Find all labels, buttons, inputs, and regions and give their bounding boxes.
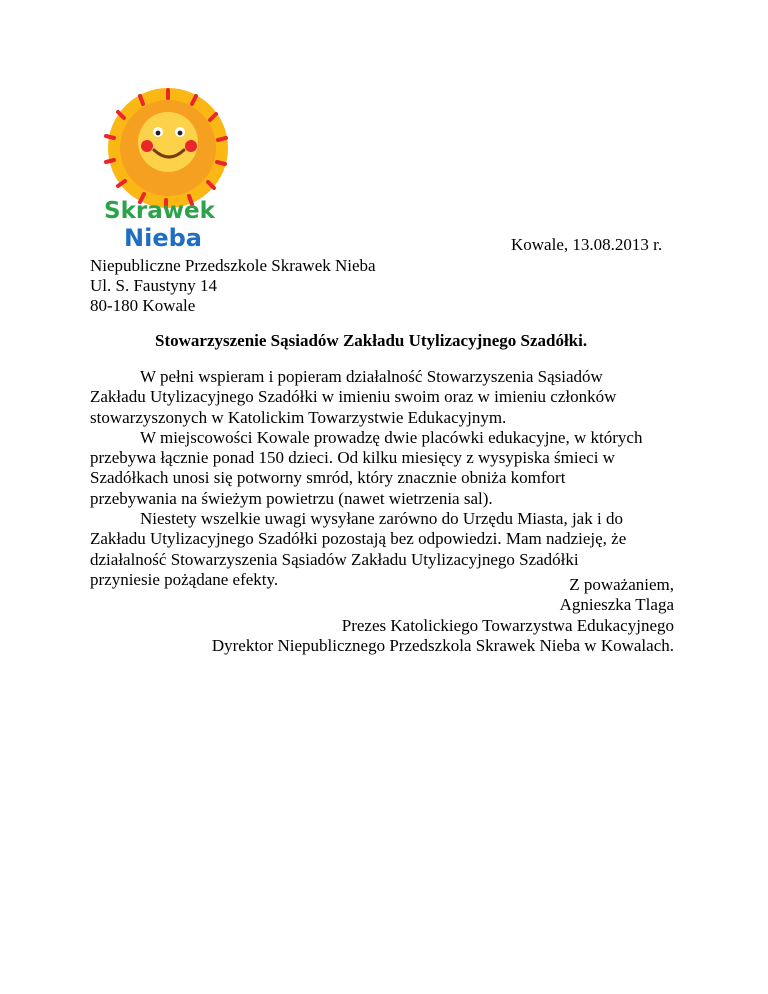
body-line: Zakładu Utylizacyjnego Szadółki pozostają bez odpowiedzi. Mam nadzieję, że [90, 529, 627, 549]
body-line: przyniesie pożądane efekty. [90, 569, 279, 589]
sun-logo-icon [92, 86, 242, 250]
letter-body [90, 367, 642, 590]
sender-city: 80-180 Kowale [90, 296, 196, 315]
body-line: przebywa łącznie ponad 150 dzieci. Od kilku miesięcy z wysypiska śmieci w [90, 448, 615, 468]
signature-closing: Z poważaniem, [569, 575, 674, 594]
svg-text:Skrawek: Skrawek [104, 198, 215, 224]
signature-title-2: Dyrektor Niepublicznego Przedszkola Skrawek Nieba w Kowalach. [211, 635, 674, 655]
svg-text:Nieba: Nieba [124, 224, 202, 250]
skrawek-nieba-logo [92, 86, 242, 250]
letter-date: Kowale, 13.08.2013 r. [511, 235, 663, 254]
body-line: W miejscowości Kowale prowadzę dwie placówki edukacyjne, w których [140, 427, 643, 447]
body-line: Zakładu Utylizacyjnego Szadółki w imieniu swoim oraz w imieniu członków [90, 387, 617, 407]
signature-title-1: Prezes Katolickiego Towarzystwa Edukacyjnego [341, 615, 674, 635]
sender-address [90, 256, 376, 316]
letter-subject: Stowarzyszenie Sąsiadów Zakładu Utylizacyjnego Szadółki. [155, 331, 588, 350]
body-line: przebywania na świeżym powietrzu (nawet wietrzenia sal). [90, 488, 493, 508]
body-line: Niestety wszelkie uwagi wysyłane zarówno do Urzędu Miasta, jak i do [140, 509, 623, 529]
body-line: W pełni wspieram i popieram działalność Stowarzyszenia Sąsiadów [140, 367, 603, 386]
signature-name: Agnieszka Tlaga [559, 595, 674, 615]
sender-street: Ul. S. Faustyny 14 [90, 276, 218, 295]
body-line: Szadółkach unosi się potworny smród, który znacznie obniża komfort [90, 468, 566, 488]
signature-block [212, 575, 674, 656]
body-line: stowarzyszonych w Katolickim Towarzystwie Edukacyjnym. [90, 407, 507, 427]
sender-name: Niepubliczne Przedszkole Skrawek Nieba [90, 256, 376, 275]
body-line: działalność Stowarzyszenia Sąsiadów Zakładu Utylizacyjnego Szadółki [90, 549, 579, 569]
